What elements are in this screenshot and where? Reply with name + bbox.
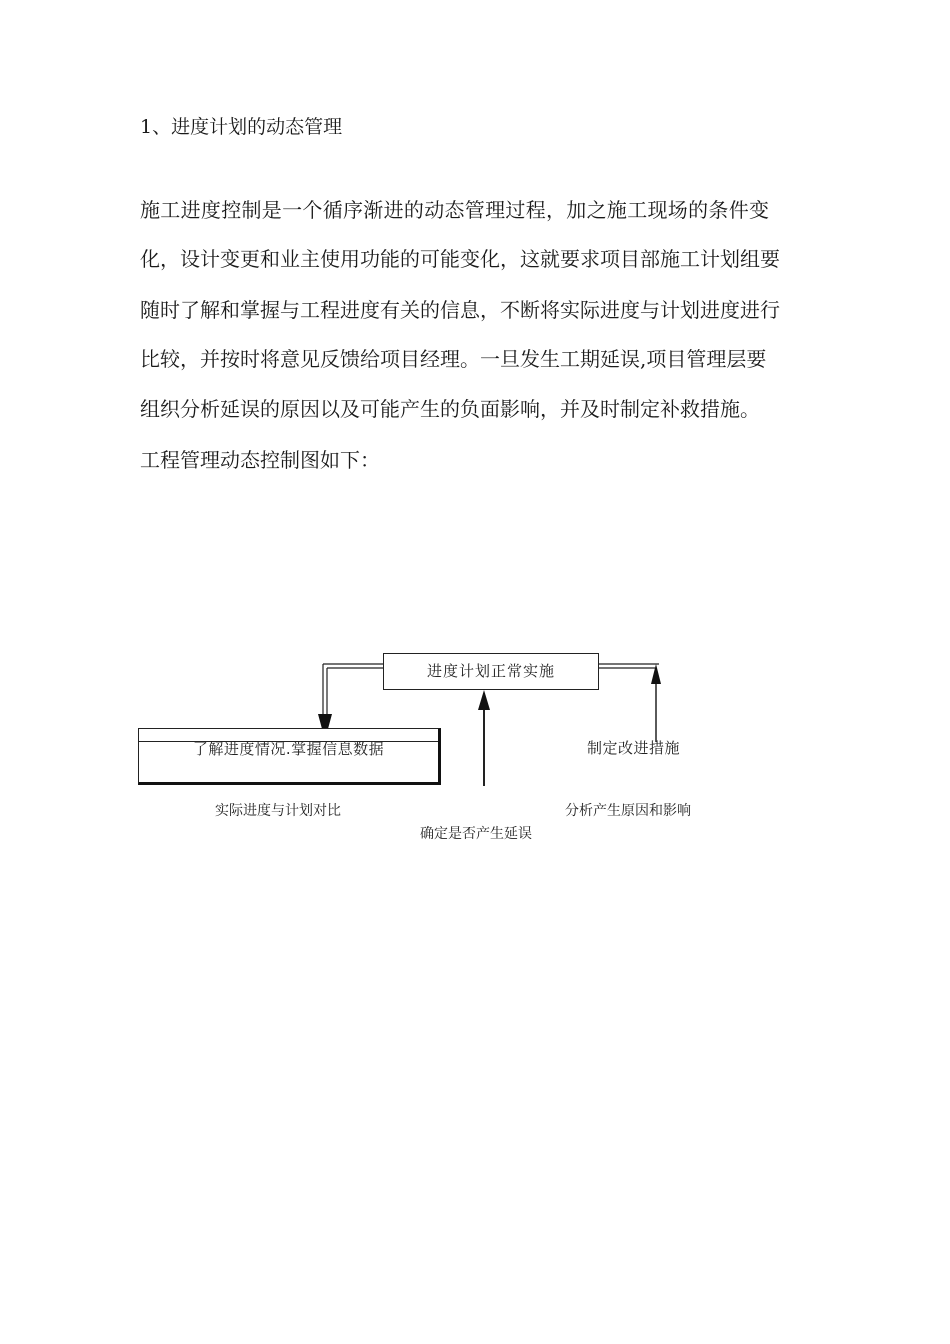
paragraph-line <box>140 395 830 423</box>
info-gathering-label: 了解进度情况.掌握信息数据 <box>192 740 385 758</box>
caption-delay: 确定是否产生延误 <box>420 826 532 842</box>
paragraph-line <box>140 296 830 324</box>
plan-normal-label: 进度计划正常实施 <box>426 662 555 680</box>
paragraph-line-text: 施工进度控制是一个循序渐进的动态管理过程，加之施工现场的条件变 <box>140 198 770 222</box>
arrowhead-up-right-icon <box>651 664 661 684</box>
plan-normal-box <box>383 653 599 690</box>
arrowhead-up-icon <box>478 690 490 710</box>
caption-analyze: 分析产生原因和影响 <box>565 803 691 819</box>
paragraph-line <box>140 345 830 373</box>
paragraph-line <box>140 245 830 273</box>
info-gathering-box <box>138 728 441 785</box>
caption-compare: 实际进度与计划对比 <box>215 803 341 819</box>
improvement-label: 制定改进措施 <box>587 739 681 757</box>
paragraph-line-text: 组织分析延误的原因以及可能产生的负面影响，并及时制定补救措施。 <box>140 397 760 421</box>
paragraph-line-text: 随时了解和掌握与工程进度有关的信息，不断将实际进度与计划进度进行 <box>140 298 780 322</box>
paragraph-line-text: 化，设计变更和业主使用功能的可能变化，这就要求项目部施工计划组要 <box>140 247 780 271</box>
diagram-intro: 工程管理动态控制图如下： <box>140 448 380 472</box>
section-heading: 1、进度计划的动态管理 <box>140 116 343 138</box>
paragraph-line <box>140 196 830 224</box>
paragraph-line-text: 比较，并按时将意见反馈给项目经理。一旦发生工期延误,项目管理层要 <box>140 347 767 371</box>
